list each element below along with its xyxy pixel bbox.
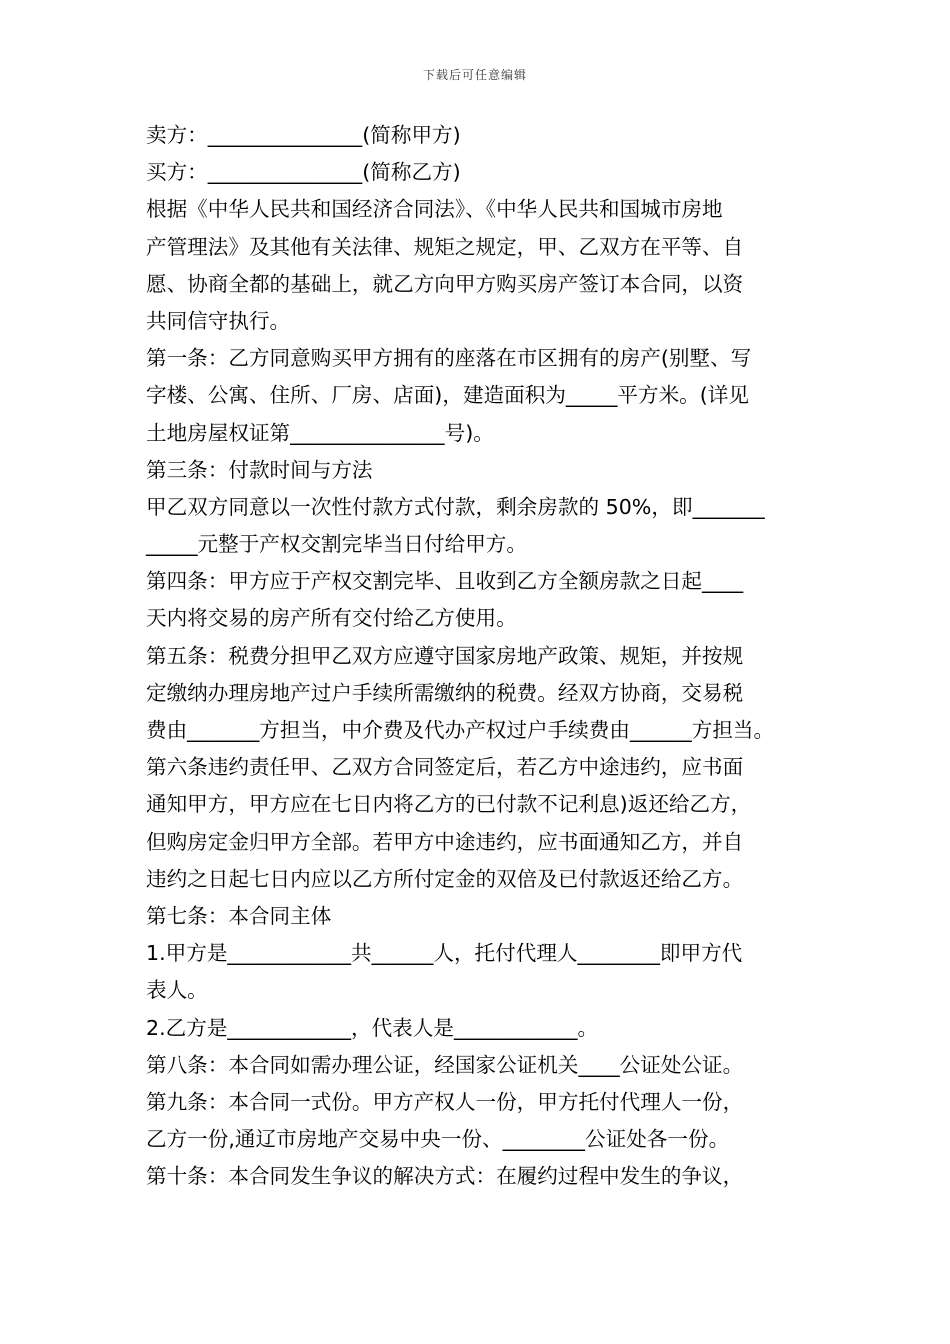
text-line: 第五条：税费分担甲乙双方应遵守国家房地产政策、规矩，并按规 <box>146 643 744 668</box>
text-line: 第四条：甲方应于产权交割完毕、且收到乙方全额房款之日起____ <box>146 569 744 594</box>
text-line: 1.甲方是____________共______人，托付代理人________即甲方代 <box>146 941 743 966</box>
text-line: 2.乙方是____________，代表人是____________。 <box>146 1015 599 1040</box>
text-line: 但购房定金归甲方全部。若甲方中途违约，应书面通知乙方，并自 <box>146 829 744 854</box>
text-line: 愿、协商全都的基础上，就乙方向甲方购买房产签订本合同，以资 <box>146 271 744 296</box>
text-line: 第一条：乙方同意购买甲方拥有的座落在市区拥有的房产(别墅、写 <box>146 346 752 371</box>
text-line: 第八条：本合同如需办理公证，经国家公证机关____公证处公证。 <box>146 1052 744 1077</box>
text-line: 甲乙双方同意以一次性付款方式付款，剩余房款的 50%，即_______ <box>146 494 765 519</box>
text-line: 表人。 <box>146 978 208 1003</box>
text-line: 根据《中华人民共和国经济合同法》、《中华人民共和国城市房地 <box>146 197 723 222</box>
contract-body <box>146 117 826 1195</box>
text-line: 第七条：本合同主体 <box>146 903 332 928</box>
text-line: 第三条：付款时间与方法 <box>146 457 373 482</box>
header-note: 下载后可任意编辑 <box>422 68 527 82</box>
text-line: 买方：_______________(简称乙方) <box>146 160 461 185</box>
text-line: 产管理法》及其他有关法律、规矩之规定，甲、乙双方在平等、自 <box>146 234 744 259</box>
text-line: 定缴纳办理房地产过户手续所需缴纳的税费。经双方协商，交易税 <box>146 680 744 705</box>
text-line: 卖方：_______________(简称甲方) <box>146 123 461 147</box>
text-line: 第十条：本合同发生争议的解决方式：在履约过程中发生的争议， <box>146 1164 744 1189</box>
text-line: 第六条违约责任甲、乙双方合同签定后，若乙方中途违约，应书面 <box>146 755 744 780</box>
text-line: 共同信守执行。 <box>146 308 291 333</box>
text-line: 第九条：本合同一式份。甲方产权人一份，甲方托付代理人一份， <box>146 1089 744 1114</box>
text-line: 字楼、公寓、住所、厂房、店面)，建造面积为_____平方米。(详见 <box>146 383 749 408</box>
text-line: 天内将交易的房产所有交付给乙方使用。 <box>146 606 517 631</box>
text-line: 费由_______方担当，中介费及代办产权过户手续费由______方担当。 <box>146 718 775 742</box>
text-line: 乙方一份,通辽市房地产交易中央一份、________公证处各一份。 <box>146 1127 730 1152</box>
text-line: 违约之日起七日内应以乙方所付定金的双倍及已付款返还给乙方。 <box>146 866 744 891</box>
text-line: _____元整于产权交割完毕当日付给甲方。 <box>146 532 527 557</box>
text-line: 通知甲方，甲方应在七日内将乙方的已付款不记利息)返还给乙方， <box>146 792 752 817</box>
text-line: 土地房屋权证第_______________号)。 <box>146 420 494 445</box>
